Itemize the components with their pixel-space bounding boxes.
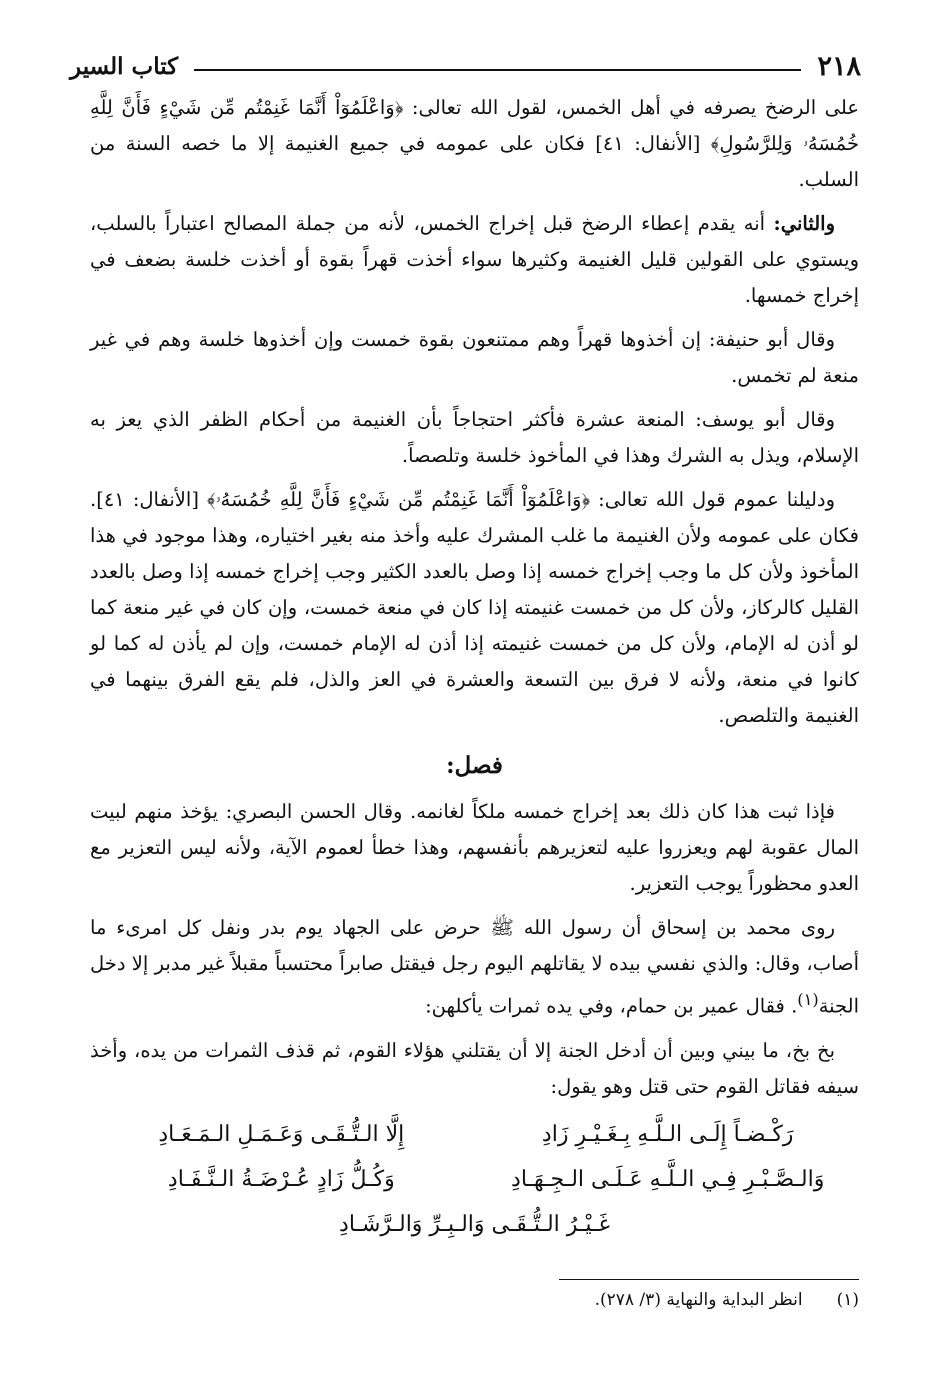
header-rule: [194, 69, 801, 71]
footnote: [595, 1290, 859, 1310]
verse-first-hemistich: رَكْـضـاً إِلَـى الـلَّـهِ بِـغَـيْـرِ زَادِ: [541, 1122, 794, 1147]
paragraph-text: وقال أبو يوسف: المنعة عشرة فأكثر احتجاجاً بأن الغنيمة من أحكام الظفر الذي يعز به الإسلام، ويذل به الشرك وهذا في المأخوذ خلسة وتلصصاً.: [90, 408, 859, 467]
poem-verse: [90, 1158, 859, 1203]
poem-verse: [90, 1203, 859, 1248]
paragraph-text: ودليلنا عموم قول الله تعالى: ﴿وَاعْلَمُوٓاْ أَنَّمَا غَنِمْتُم مِّن شَيْءٍ فَأَنَّ لِلَّهِ خُمُسَهُۥ﴾ [الأنفال: ٤١]. فكان على عمومه ولأن الغنيمة ما غلب المشرك عليه وأخذ منه بغير اختياره، وهذا موجود في هذا المأخوذ ولأن كل ما وجب إخراج خمسه إذا وصل بالعدد الكثير وجب إخراج خمسه إذا وصل بالعدد القليل كالركاز، ولأن كل من خمست غنيمته إذا كان في منعة خمست، وإن كان في غير منعة كما لو أذن له الإمام، ولأن كل من خمست غنيمته إذا أذن له الإمام خمست، وإن لم يأذن له كما لو كانوا في منعة، ولأنه لا فرق بين التسعة والعشرة في العز والذل، فلم يقع الفرق بينهما في الغنيمة والتلصص.: [90, 488, 859, 727]
footnote-text: انظر البداية والنهاية (٣/ ٢٧٨).: [594, 1290, 803, 1310]
page-body: [90, 90, 859, 1248]
footnote-number: (١): [836, 1290, 859, 1310]
page-header: [70, 46, 861, 86]
paragraph-lead-term: والثاني:: [773, 212, 835, 235]
section-heading: فصل:: [446, 752, 503, 779]
section-paragraph-2: [90, 910, 859, 1025]
paragraph-2: [90, 206, 859, 314]
poem-verse: [90, 1113, 859, 1158]
verse-single-hemistich: غَـيْـرُ الـتُّـقَـى وَالـبِـرِّ وَالـرَّشَـادِ: [339, 1212, 610, 1237]
paragraph-text: فإذا ثبت هذا كان ذلك بعد إخراج خمسه ملكاً لغانمه. وقال الحسن البصري: يؤخذ منهم لبيت المال عقوبة لهم ويعزروا عليه لتعزيرهم بأنفسهم، وهذا خطأ لعموم الآية، ولأنه ليس التعزير مع العدو محظوراً يوجب التعزير.: [90, 800, 859, 895]
paragraph-text: أنه يقدم إعطاء الرضخ قبل إخراج الخمس، لأنه من جملة المصالح اعتباراً بالسلب، ويستوي على القولين قليل الغنيمة وكثيرها سواء أخذت قهراً بقوة أو أخذت خلسة بضعف في إخراج خمسها.: [90, 212, 859, 307]
verse-second-hemistich: إِلَّا الـتُّـقَـى وَعَـمَـلِ الـمَـعَـادِ: [158, 1122, 405, 1147]
verse-first-hemistich: وَالـصَّـبْـرِ فِـي الـلَّـهِ عَـلَـى الـجِـهَـادِ: [511, 1167, 825, 1192]
page-number: ٢١٨: [817, 50, 861, 82]
poem: [90, 1113, 859, 1248]
footnote-reference[interactable]: (١): [797, 990, 819, 1009]
section-paragraph-1: [90, 794, 859, 902]
paragraph-3: [90, 322, 859, 394]
paragraph-text: روى محمد بن إسحاق أن رسول الله ﷺ حرض على الجهاد يوم بدر ونفل كل امرىء ما أصاب، وقال: والذي نفسي بيده لا يقاتلهم اليوم رجل فيقتل صابراً محتسباً مقبلاً غير مدبر إلا دخل الجنة: [90, 916, 859, 1018]
section-paragraph-3: [90, 1033, 859, 1105]
paragraph-text: بخ بخ، ما بيني وبين أن أدخل الجنة إلا أن يقتلني هؤلاء القوم، ثم قذف الثمرات من يده، وأخذ سيفه فقاتل القوم حتى قتل وهو يقول:: [90, 1038, 859, 1098]
running-title: كتاب السير: [70, 52, 179, 80]
paragraph-1: [90, 90, 859, 198]
paragraph-5: [90, 482, 859, 734]
verse-second-hemistich: وَكُـلُّ زَادٍ عُـرْضَـةُ الـنَّـفَـادِ: [167, 1167, 395, 1192]
paragraph-text: على الرضخ يصرفه في أهل الخمس، لقول الله تعالى: ﴿وَاعْلَمُوٓاْ أَنَّمَا غَنِمْتُم مِّن شَيْءٍ فَأَنَّ لِلَّهِ خُمُسَهُۥ وَلِلرَّسُولِ﴾ [الأنفال: ٤١] فكان على عمومه في جميع الغنيمة إلا ما خصه السنة من السلب.: [90, 96, 860, 191]
paragraph-4: [90, 402, 859, 474]
paragraph-text-continued: . فقال عمير بن حمام، وفي يده ثمرات يأكلهن:: [425, 994, 798, 1018]
footnote-separator: [559, 1279, 859, 1280]
paragraph-text: وقال أبو حنيفة: إن أخذوها قهراً وهم ممتنعون بقوة خمست وإن أخذوها خلسة وهم في غير منعة لم تخمس.: [90, 328, 859, 387]
